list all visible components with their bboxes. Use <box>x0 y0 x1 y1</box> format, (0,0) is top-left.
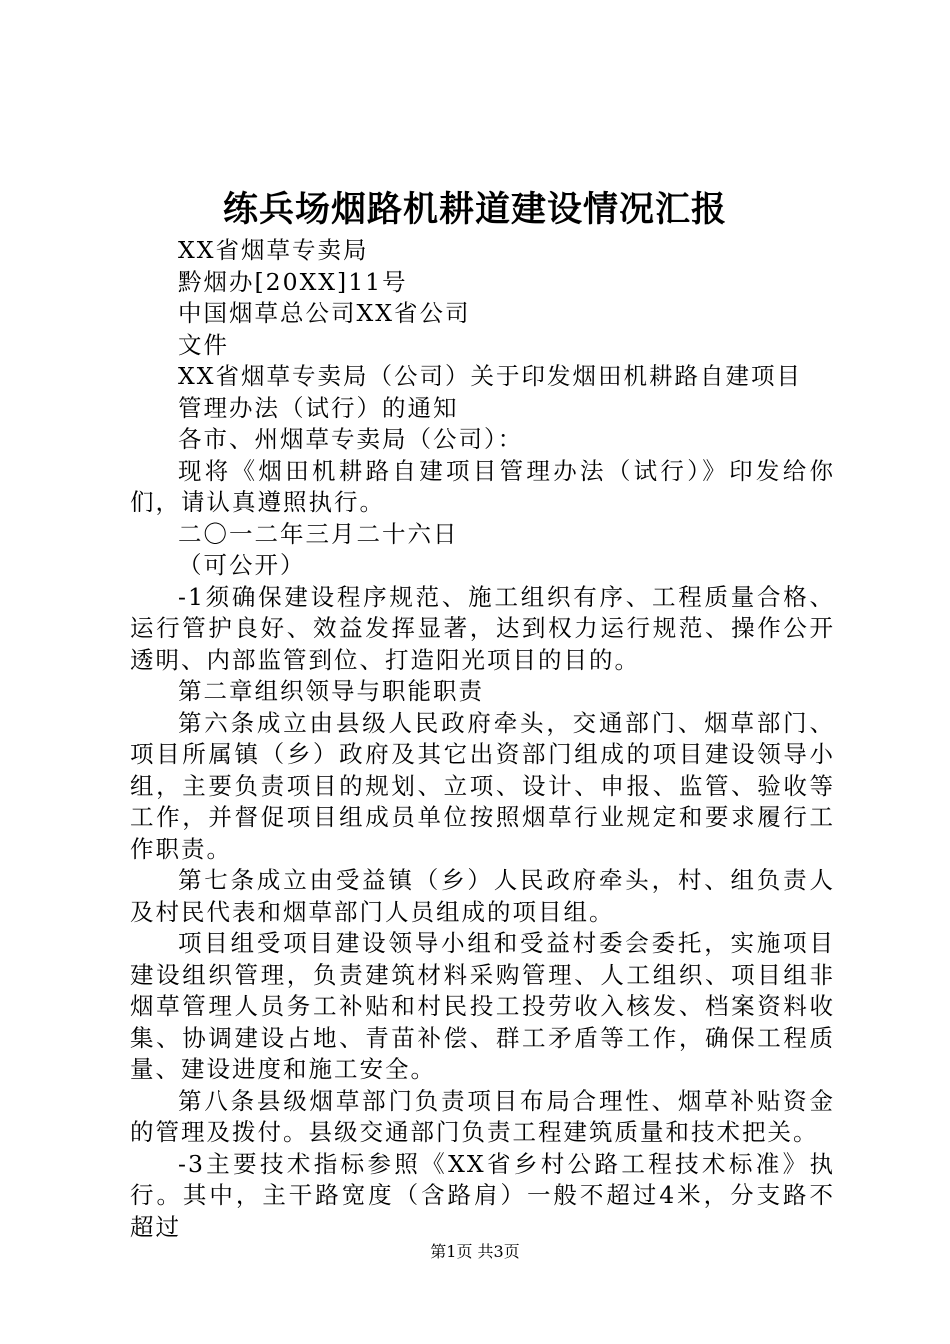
paragraph: 第六条成立由县级人民政府牵头，交通部门、烟草部门、项目所属镇（乡）政府及其它出资部门组成的项目建设领导小组，主要负责项目的规划、立项、设计、申报、监管、验收等工作，并督促项目组成员单位按照烟草行业规定和要求履行工作职责。 <box>130 708 835 863</box>
paragraph: 第七条成立由受益镇（乡）人民政府牵头，村、组负责人及村民代表和烟草部门人员组成的项目组。 <box>130 866 835 926</box>
paragraph: 二〇一二年三月二十六日 <box>178 519 459 548</box>
paragraph: 黔烟办[20XX]11号 <box>178 267 408 296</box>
document-title: 练兵场烟路机耕道建设情况汇报 <box>222 189 727 230</box>
paragraph: 文件 <box>178 330 229 359</box>
paragraph: 中国烟草总公司XX省公司 <box>178 299 471 327</box>
paragraph: 现将《烟田机耕路自建项目管理办法（试行）》印发给你们，请认真遵照执行。 <box>130 456 835 516</box>
paragraph: XX省烟草专卖局（公司）关于印发烟田机耕路自建项目 <box>178 362 802 390</box>
paragraph: -1须确保建设程序规范、施工组织有序、工程质量合格、运行管护良好、效益发挥显著，达到权力运行规范、操作公开透明、内部监管到位、打造阳光项目的目的。 <box>130 582 835 674</box>
paragraph: -3主要技术指标参照《XX省乡村公路工程技术标准》执行。其中，主干路宽度（含路肩）一般不超过4米，分支路不超过 <box>130 1149 835 1241</box>
document-body <box>130 235 835 1243</box>
paragraph: XX省烟草专卖局 <box>178 236 369 264</box>
paragraph: 项目组受项目建设领导小组和受益村委会委托，实施项目建设组织管理，负责建筑材料采购管理、人工组织、项目组非烟草管理人员务工补贴和村民投工投劳收入核发、档案资料收集、协调建设占地、青苗补偿、群工矛盾等工作，确保工程质量、建设进度和施工安全。 <box>130 929 835 1083</box>
paragraph: 第二章组织领导与职能职责 <box>178 677 484 705</box>
page-footer: 第1页 共3页 <box>430 1242 520 1261</box>
paragraph: 管理办法（试行）的通知 <box>178 393 459 422</box>
paragraph: 各市、州烟草专卖局（公司）： <box>178 425 524 453</box>
paragraph: 第八条县级烟草部门负责项目布局合理性、烟草补贴资金的管理及拨付。县级交通部门负责工程建筑质量和技术把关。 <box>130 1086 835 1146</box>
paragraph: （可公开） <box>178 551 306 579</box>
